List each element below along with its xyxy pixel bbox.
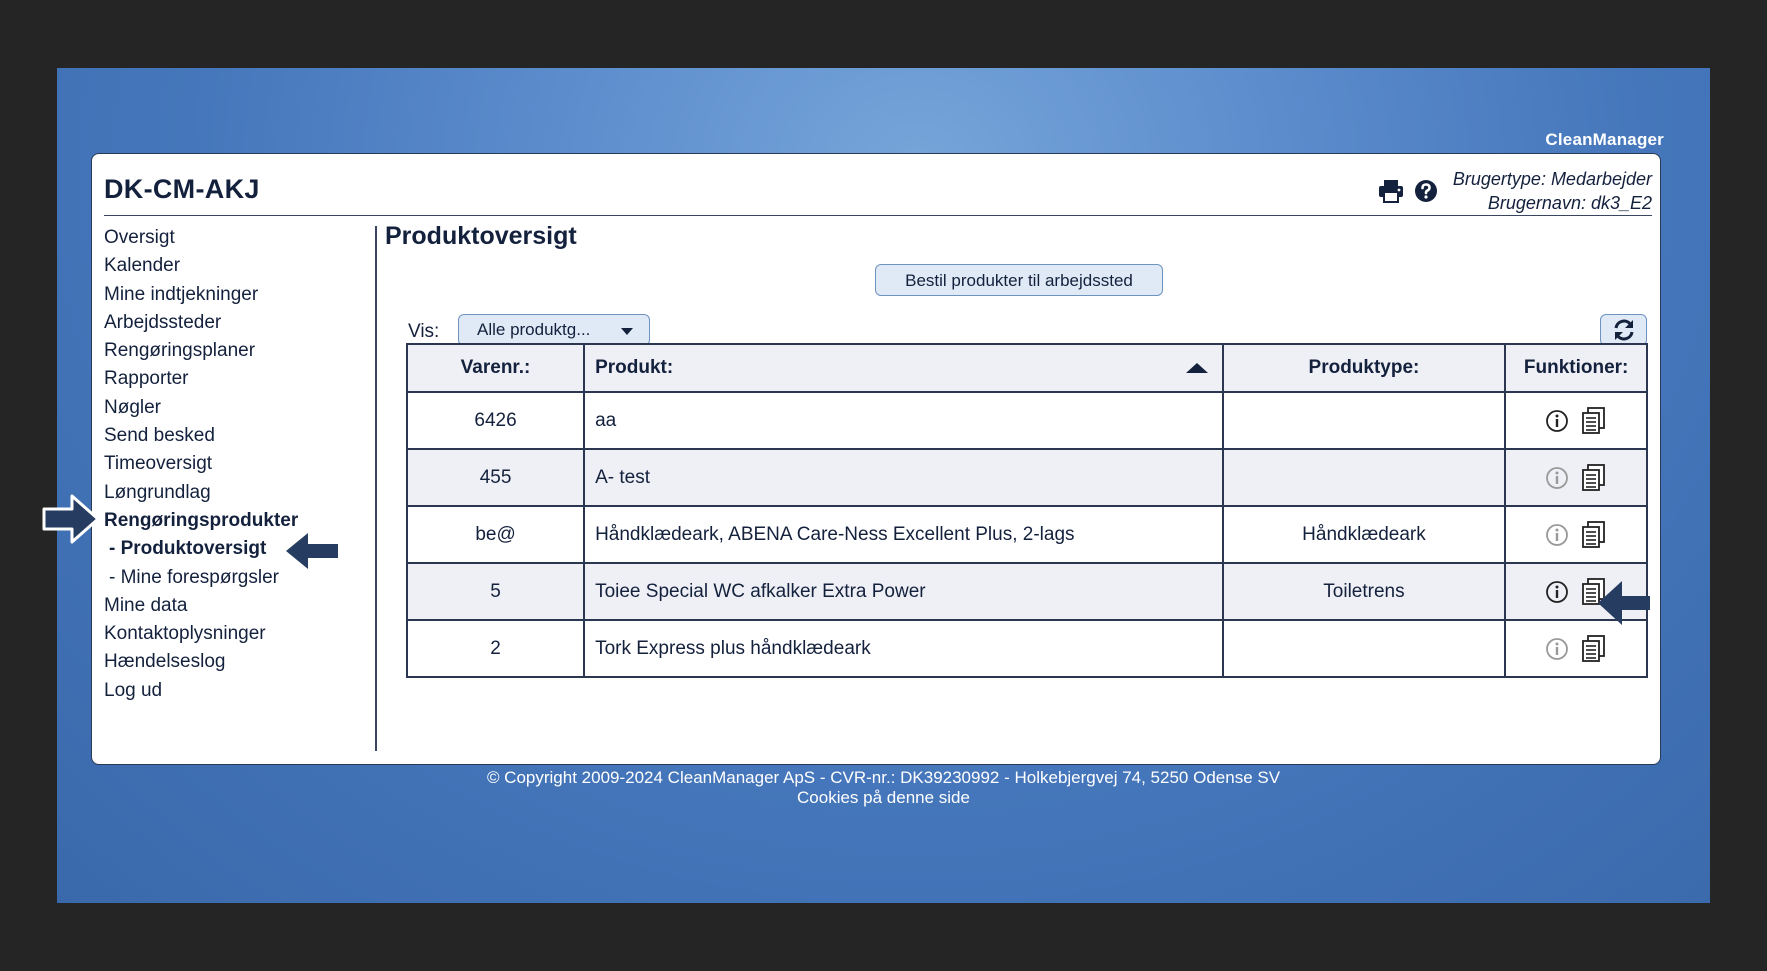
footer-copyright: © Copyright 2009-2024 CleanManager ApS - CVR-nr.: DK39230992 - Holkebjergvej 74, 5250 Odense SV bbox=[486, 768, 1281, 787]
cell-varenr: 455 bbox=[407, 449, 584, 506]
copy-document-icon[interactable] bbox=[1581, 635, 1607, 663]
filter-label: Vis: bbox=[408, 321, 440, 342]
info-icon[interactable] bbox=[1545, 637, 1569, 661]
table-row bbox=[407, 392, 1647, 449]
cell-produktype bbox=[1223, 449, 1506, 506]
table-row bbox=[407, 506, 1647, 563]
order-products-button[interactable]: Bestil produkter til arbejdssted bbox=[875, 264, 1163, 296]
copy-document-icon[interactable] bbox=[1581, 407, 1607, 435]
site-title: DK-CM-AKJ bbox=[104, 174, 260, 204]
sort-ascending-icon bbox=[1186, 363, 1208, 373]
cell-funktioner bbox=[1505, 392, 1647, 449]
footer-cookies-link[interactable]: Cookies på denne side bbox=[797, 788, 970, 807]
cell-produkt: A- test bbox=[584, 449, 1223, 506]
cell-produkt: Toiee Special WC afkalker Extra Power bbox=[584, 563, 1223, 620]
annotation-arrow-right-icon bbox=[42, 494, 100, 544]
annotation-arrow-left-icon bbox=[1596, 579, 1652, 627]
product-group-selected: Alle produktg... bbox=[477, 320, 591, 339]
user-info bbox=[1453, 167, 1652, 215]
table-row bbox=[407, 563, 1647, 620]
cell-produkt: Tork Express plus håndklædeark bbox=[584, 620, 1223, 677]
sidebar-item-longrundlag[interactable]: Løngrundlag bbox=[104, 481, 211, 503]
sidebar-item-timeoversigt[interactable]: Timeoversigt bbox=[104, 453, 213, 475]
refresh-icon bbox=[1612, 319, 1636, 341]
header-divider bbox=[104, 215, 1652, 216]
help-icon[interactable] bbox=[1414, 179, 1438, 203]
info-icon[interactable] bbox=[1545, 580, 1569, 604]
sidebar-item-log-ud[interactable]: Log ud bbox=[104, 679, 163, 701]
col-header-produkt-label: Produkt: bbox=[595, 357, 674, 378]
chevron-down-icon bbox=[621, 328, 633, 335]
info-icon[interactable] bbox=[1545, 523, 1569, 547]
sidebar-item-mine-foresporgsler[interactable]: - Mine forespørgsler bbox=[109, 566, 279, 588]
sidebar-divider bbox=[375, 226, 377, 751]
cell-funktioner bbox=[1505, 620, 1647, 677]
info-icon[interactable] bbox=[1545, 409, 1569, 433]
product-group-select[interactable] bbox=[458, 314, 650, 346]
sidebar-item-kontaktoplysninger[interactable]: Kontaktoplysninger bbox=[104, 623, 266, 645]
cell-produkt: aa bbox=[584, 392, 1223, 449]
sidebar-item-rapporter[interactable]: Rapporter bbox=[104, 368, 189, 390]
cell-funktioner bbox=[1505, 506, 1647, 563]
cell-varenr: be@ bbox=[407, 506, 584, 563]
cell-varenr: 2 bbox=[407, 620, 584, 677]
col-header-funktioner: Funktioner: bbox=[1505, 344, 1647, 392]
sidebar-item-produktoversigt[interactable]: - Produktoversigt bbox=[109, 538, 267, 560]
cell-varenr: 5 bbox=[407, 563, 584, 620]
brand-label: CleanManager bbox=[1545, 130, 1664, 149]
cell-varenr: 6426 bbox=[407, 392, 584, 449]
sidebar-item-mine-indtjekninger[interactable]: Mine indtjekninger bbox=[104, 283, 259, 305]
cell-produktype bbox=[1223, 620, 1506, 677]
col-header-produktype[interactable]: Produktype: bbox=[1223, 344, 1506, 392]
products-table bbox=[406, 343, 1648, 678]
col-header-varenr[interactable]: Varenr.: bbox=[407, 344, 584, 392]
info-icon[interactable] bbox=[1545, 466, 1569, 490]
sidebar-item-rengoringsprodukter[interactable]: Rengøringsprodukter bbox=[104, 509, 299, 531]
user-type: Brugertype: Medarbejder bbox=[1452, 169, 1652, 189]
copy-document-icon[interactable] bbox=[1581, 464, 1607, 492]
sidebar-item-rengoringsplaner[interactable]: Rengøringsplaner bbox=[104, 340, 256, 362]
annotation-arrow-left-icon bbox=[284, 531, 340, 571]
sidebar-item-kalender[interactable]: Kalender bbox=[104, 255, 181, 277]
sidebar-item-oversigt[interactable]: Oversigt bbox=[104, 227, 175, 248]
table-header-row bbox=[407, 344, 1647, 392]
page-title: Produktoversigt bbox=[385, 222, 577, 250]
sidebar-item-haendelseslog[interactable]: Hændelseslog bbox=[104, 651, 226, 673]
table-row bbox=[407, 449, 1647, 506]
print-icon[interactable] bbox=[1378, 179, 1404, 203]
browser-viewport bbox=[57, 68, 1710, 903]
sidebar-item-send-besked[interactable]: Send besked bbox=[104, 425, 215, 447]
sidebar-item-nogler[interactable]: Nøgler bbox=[104, 396, 162, 418]
refresh-button[interactable] bbox=[1600, 314, 1647, 346]
sidebar-item-mine-data[interactable]: Mine data bbox=[104, 594, 188, 616]
cell-produktype: Toiletrens bbox=[1223, 563, 1506, 620]
copy-document-icon[interactable] bbox=[1581, 521, 1607, 549]
cell-produktype bbox=[1223, 392, 1506, 449]
sidebar bbox=[104, 224, 354, 705]
col-header-produkt[interactable] bbox=[584, 344, 1223, 392]
cell-produktype: Håndklædeark bbox=[1223, 506, 1506, 563]
main-panel bbox=[91, 153, 1661, 765]
sidebar-item-arbejdssteder[interactable]: Arbejdssteder bbox=[104, 311, 222, 333]
user-name: Brugernavn: dk3_E2 bbox=[1487, 193, 1652, 213]
table-row bbox=[407, 620, 1647, 677]
cell-produkt: Håndklædeark, ABENA Care-Ness Excellent Plus, 2-lags bbox=[584, 506, 1223, 563]
cell-funktioner bbox=[1505, 449, 1647, 506]
